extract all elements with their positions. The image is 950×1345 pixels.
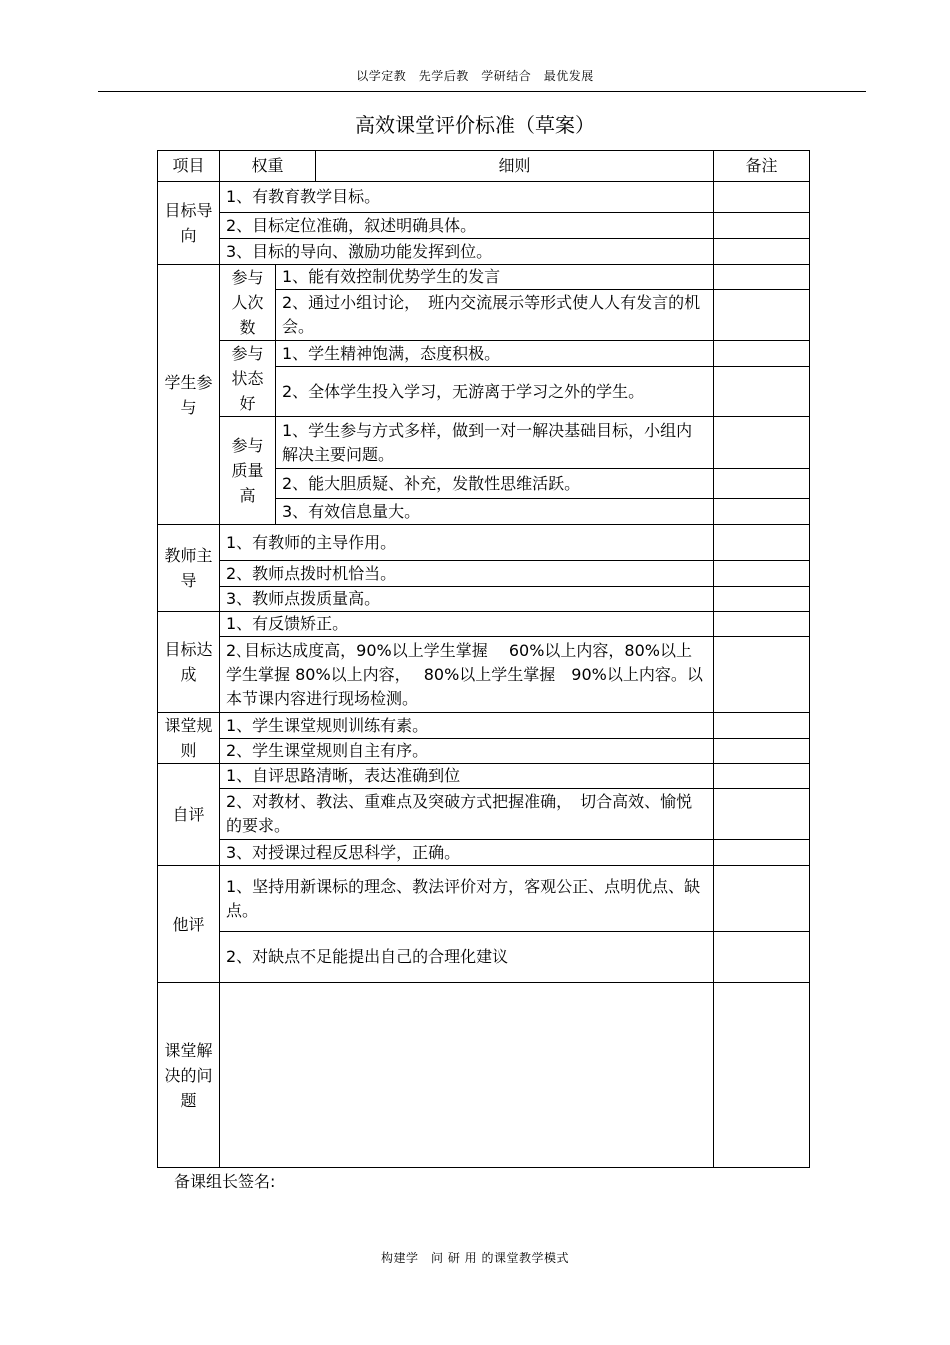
remark-cell <box>714 265 810 290</box>
table-header-row <box>158 151 810 182</box>
header-remark: 备注 <box>714 151 810 182</box>
detail-cell: 2、能大胆质疑、补充，发散性思维活跃。 <box>276 469 714 499</box>
remark-cell <box>714 789 810 840</box>
remark-cell <box>714 561 810 587</box>
detail-cell: 1、学生精神饱满，态度积极。 <box>276 341 714 367</box>
table-row <box>158 239 810 265</box>
remark-cell <box>714 739 810 764</box>
detail-cell: 1、有教师的主导作用。 <box>220 525 714 561</box>
remark-cell <box>714 637 810 713</box>
subcategory-participation-count: 参与人次数 <box>220 265 276 341</box>
page-footer: 构建学 问 研 用 的课堂教学模式 <box>381 1251 569 1265</box>
remark-cell <box>714 587 810 612</box>
detail-cell: 1、自评思路清晰，表达准确到位 <box>220 764 714 789</box>
header-item: 项目 <box>158 151 220 182</box>
table-row <box>158 932 810 983</box>
remark-cell <box>714 367 810 417</box>
detail-cell: 3、教师点拨质量高。 <box>220 587 714 612</box>
detail-cell: 2、通过小组讨论， 班内交流展示等形式使人人有发言的机会。 <box>276 290 714 341</box>
category-teacher-lead: 教师主导 <box>158 525 220 612</box>
category-peer-eval: 他评 <box>158 866 220 983</box>
problems-solved-field <box>220 983 714 1168</box>
remark-cell <box>714 713 810 739</box>
category-class-rules: 课堂规则 <box>158 713 220 764</box>
detail-cell: 1、学生课堂规则训练有素。 <box>220 713 714 739</box>
detail-cell: 2、全体学生投入学习，无游离于学习之外的学生。 <box>276 367 714 417</box>
table-row <box>158 637 810 713</box>
evaluation-table <box>157 150 810 1168</box>
detail-cell: 2、学生课堂规则自主有序。 <box>220 739 714 764</box>
remark-cell <box>714 213 810 239</box>
table-row <box>158 213 810 239</box>
detail-cell: 1、有反馈矫正。 <box>220 612 714 637</box>
detail-cell: 3、对授课过程反思科学，正确。 <box>220 840 714 866</box>
remark-cell <box>714 469 810 499</box>
remark-cell <box>714 499 810 525</box>
detail-cell: 2、对教材、教法、重难点及突破方式把握准确， 切合高效、愉悦的要求。 <box>220 789 714 840</box>
table-row <box>158 417 810 469</box>
table-row <box>158 525 810 561</box>
detail-cell: 2、教师点拨时机恰当。 <box>220 561 714 587</box>
detail-cell: 2、目标定位准确，叙述明确具体。 <box>220 213 714 239</box>
table-row <box>158 587 810 612</box>
table-row <box>158 739 810 764</box>
remark-cell <box>714 417 810 469</box>
group-leader-signature-label: 备课组长签名: <box>174 1172 276 1191</box>
remark-cell <box>714 983 810 1168</box>
remark-cell <box>714 932 810 983</box>
remark-cell <box>714 840 810 866</box>
detail-cell: 1、学生参与方式多样，做到一对一解决基础目标，小组内解决主要问题。 <box>276 417 714 469</box>
remark-cell <box>714 182 810 213</box>
table-row <box>158 764 810 789</box>
table-row <box>158 789 810 840</box>
document-title: 高效课堂评价标准（草案） <box>355 113 595 137</box>
table-row <box>158 983 810 1168</box>
remark-cell <box>714 612 810 637</box>
remark-cell <box>714 239 810 265</box>
table-row <box>158 561 810 587</box>
category-self-eval: 自评 <box>158 764 220 866</box>
subcategory-participation-quality: 参与质量高 <box>220 417 276 525</box>
table-row <box>158 840 810 866</box>
detail-cell: 3、目标的导向、激励功能发挥到位。 <box>220 239 714 265</box>
table-row <box>158 612 810 637</box>
detail-cell: 1、有教育教学目标。 <box>220 182 714 213</box>
detail-cell: 1、能有效控制优势学生的发言 <box>276 265 714 290</box>
detail-cell: 2、对缺点不足能提出自己的合理化建议 <box>220 932 714 983</box>
header-weight: 权重 <box>220 151 316 182</box>
subcategory-participation-state: 参与状态好 <box>220 341 276 417</box>
category-goal-orientation: 目标导向 <box>158 182 220 265</box>
category-student-participation: 学生参与 <box>158 265 220 525</box>
header-detail: 细则 <box>316 151 714 182</box>
remark-cell <box>714 866 810 932</box>
detail-cell: 2､目标达成度高，90%以上学生掌握 60%以上内容，80%以上学生掌握 80%以上内容， 80%以上学生掌握 90%以上内容。以本节课内容进行现场检测。 <box>220 637 714 713</box>
remark-cell <box>714 764 810 789</box>
remark-cell <box>714 525 810 561</box>
table-row <box>158 713 810 739</box>
detail-cell: 3、有效信息量大。 <box>276 499 714 525</box>
category-problems-solved: 课堂解决的问题 <box>158 983 220 1168</box>
remark-cell <box>714 290 810 341</box>
table-row <box>158 866 810 932</box>
table-row <box>158 182 810 213</box>
header-divider <box>98 91 866 92</box>
page-header: 以学定教 先学后教 学研结合 最优发展 <box>356 69 594 83</box>
remark-cell <box>714 341 810 367</box>
table-row <box>158 341 810 367</box>
detail-cell: 1、坚持用新课标的理念、教法评价对方，客观公正、点明优点、缺点。 <box>220 866 714 932</box>
category-goal-achievement: 目标达成 <box>158 612 220 713</box>
table-row <box>158 265 810 290</box>
